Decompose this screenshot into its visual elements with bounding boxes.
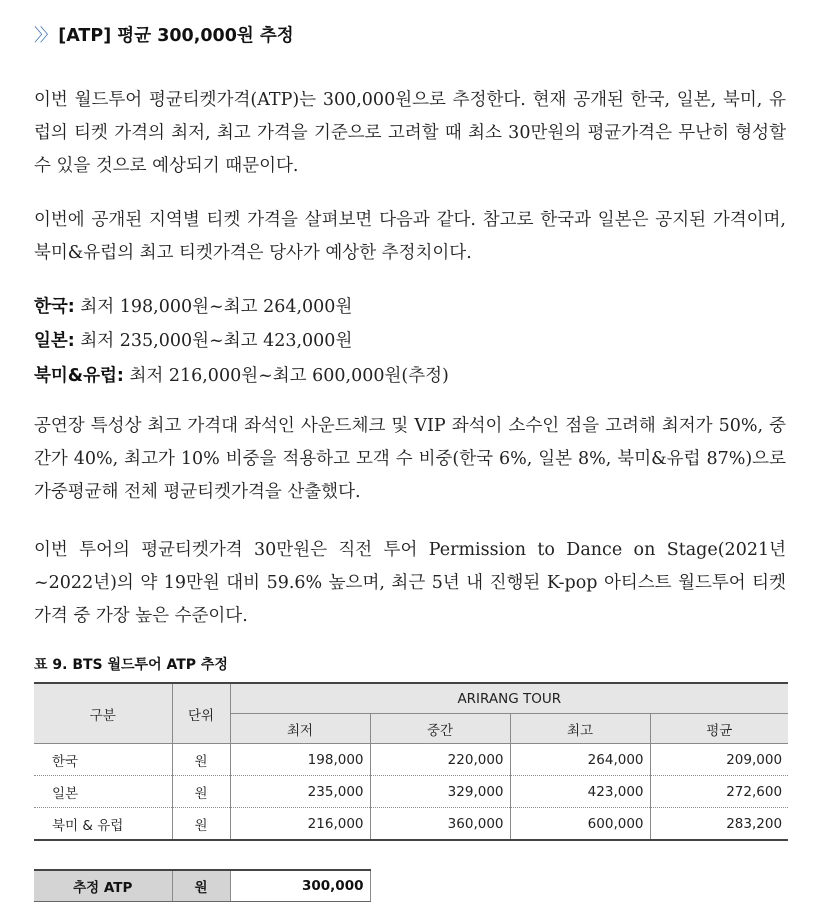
estimate-label: 추정 ATP	[34, 870, 172, 902]
price-line-japan	[34, 328, 352, 354]
atp-table	[34, 682, 788, 841]
price-range: 최저 198,000원~최고 264,000원	[80, 297, 353, 317]
cell-avg: 272,600	[650, 776, 788, 808]
cell-min: 198,000	[230, 744, 370, 776]
estimated-atp-table	[34, 869, 371, 902]
paragraph-regional-prices-intro: 이번에 공개된 지역별 티켓 가격을 살펴보면 다음과 같다. 참고로 한국과 일본은 공지된 가격이며, 북미&유럽의 최고 티켓가격은 당사가 예상한 추정치이다.	[34, 210, 786, 263]
cell-avg: 283,200	[650, 808, 788, 841]
cell-unit: 원	[172, 808, 230, 841]
header-mid: 중간	[370, 714, 510, 744]
cell-max: 423,000	[510, 776, 650, 808]
cell-unit: 원	[172, 744, 230, 776]
price-range: 최저 235,000원~최고 423,000원	[80, 331, 353, 351]
cell-avg: 209,000	[650, 744, 788, 776]
price-line-korea	[34, 294, 352, 320]
table-row	[34, 744, 788, 776]
table-row	[34, 776, 788, 808]
header-avg: 평균	[650, 714, 788, 744]
cell-min: 216,000	[230, 808, 370, 841]
cell-mid: 329,000	[370, 776, 510, 808]
price-range: 최저 216,000원~최고 600,000원(추정)	[129, 366, 449, 386]
header-category: 구분	[34, 683, 172, 744]
paragraph-comparison: 이번 투어의 평균티켓가격 30만원은 직전 투어 Permission to Dance on Stage(2021년~2022년)의 약 19만원 대비 59.6% 높으며, 최근 5년 내 진행된 K-pop 아티스트 월드투어 티켓가격 중 가장 높은 수준이다.	[34, 540, 786, 626]
cell-region: 북미 & 유럽	[34, 808, 172, 841]
section-title	[34, 22, 294, 47]
double-chevron-icon: 〉〉	[34, 26, 55, 46]
estimate-value: 300,000	[230, 870, 370, 902]
price-region-label: 일본:	[34, 331, 75, 351]
cell-mid: 360,000	[370, 808, 510, 841]
header-min: 최저	[230, 714, 370, 744]
cell-max: 600,000	[510, 808, 650, 841]
header-unit: 단위	[172, 683, 230, 744]
cell-min: 235,000	[230, 776, 370, 808]
table-row	[34, 808, 788, 841]
header-max: 최고	[510, 714, 650, 744]
cell-region: 한국	[34, 744, 172, 776]
table-caption: 표 9. BTS 월드투어 ATP 추정	[34, 657, 228, 673]
estimate-unit: 원	[172, 870, 230, 902]
header-group-tour: ARIRANG TOUR	[230, 683, 788, 714]
cell-region: 일본	[34, 776, 172, 808]
price-region-label: 한국:	[34, 297, 75, 317]
price-line-na-eu	[34, 363, 449, 389]
section-title-text: [ATP] 평균 300,000원 추정	[58, 26, 294, 46]
paragraph-atp-estimate: 이번 월드투어 평균티켓가격(ATP)는 300,000원으로 추정한다. 현재 공개된 한국, 일본, 북미, 유럽의 티켓 가격의 최저, 최고 가격을 기준으로 고려할 때 최소 30만원의 평균가격은 무난히 형성할 수 있을 것으로 예상되기 때문이다.	[34, 90, 786, 176]
cell-unit: 원	[172, 776, 230, 808]
cell-mid: 220,000	[370, 744, 510, 776]
cell-max: 264,000	[510, 744, 650, 776]
paragraph-weighting-method: 공연장 특성상 최고 가격대 좌석인 사운드체크 및 VIP 좌석이 소수인 점을 고려해 최저가 50%, 중간가 40%, 최고가 10% 비중을 적용하고 모객 수 비중(한국 6%, 일본 8%, 북미&유럽 87%)으로 가중평균해 전체 평균티켓가격을 산출했다.	[34, 416, 786, 502]
price-region-label: 북미&유럽:	[34, 366, 124, 386]
